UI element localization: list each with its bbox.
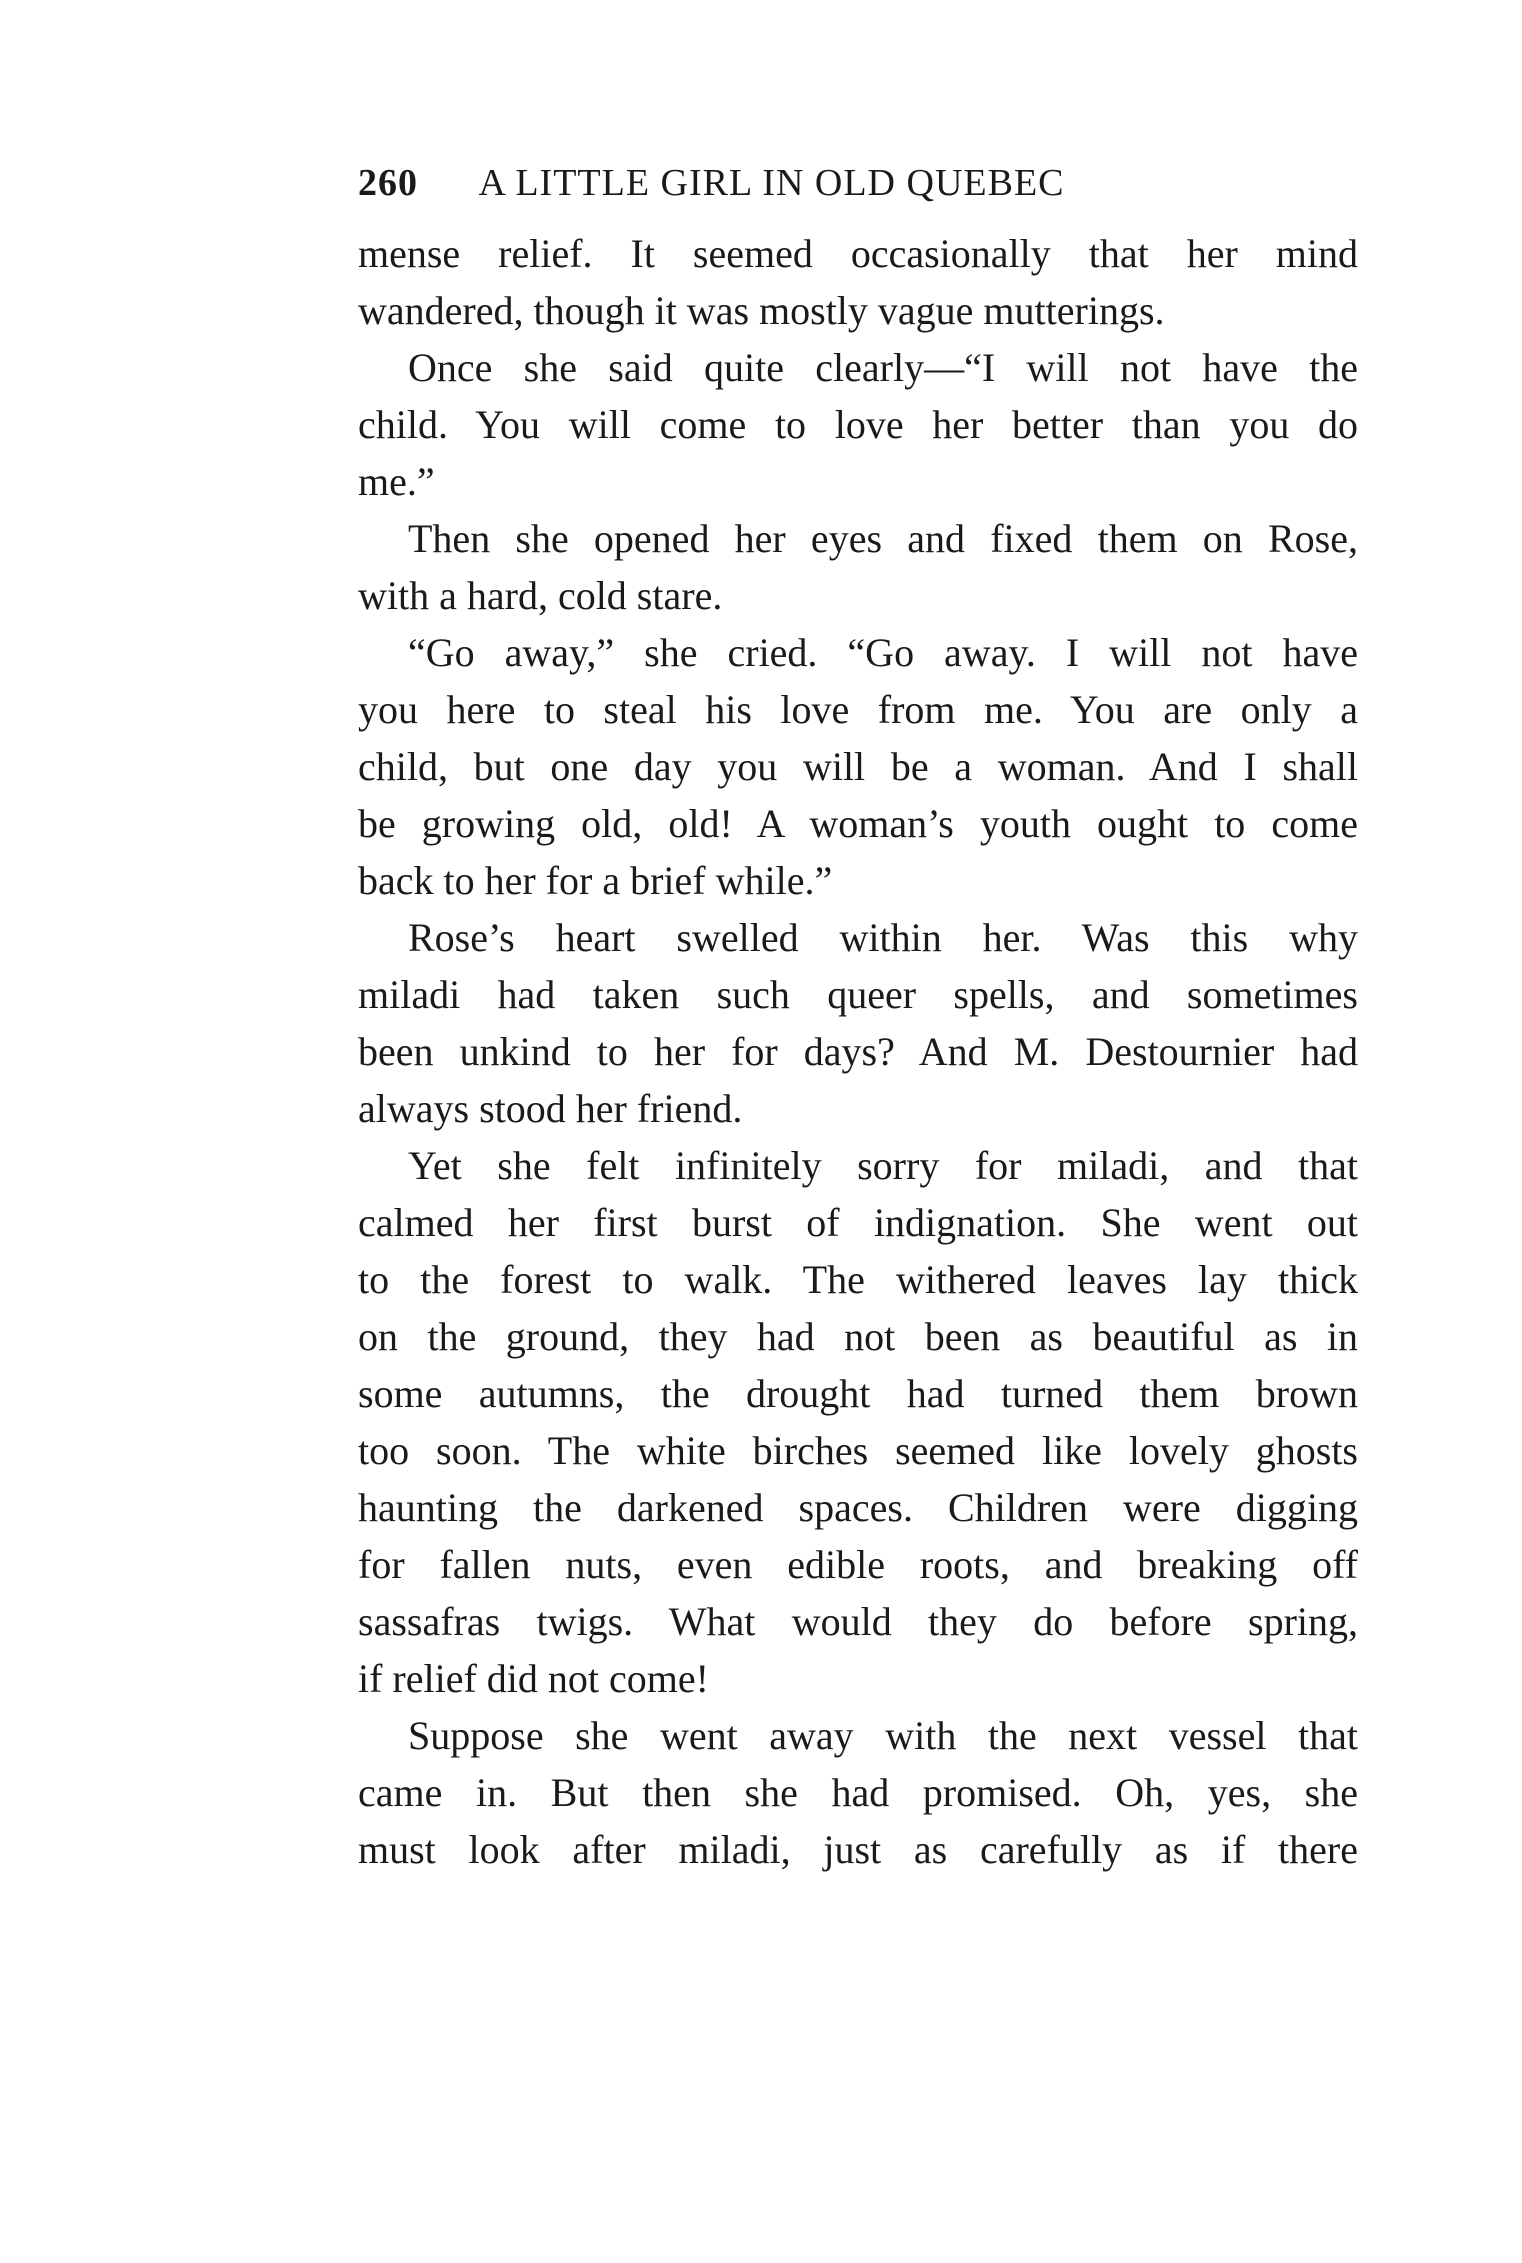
- text-line: came in. But then she had promised. Oh, yes, she: [358, 1770, 1358, 1815]
- text-line: be growing old, old! A woman’s youth ought to come: [358, 801, 1358, 846]
- text-line: me.”: [358, 459, 435, 504]
- text-line: you here to steal his love from me. You are only a: [358, 687, 1358, 732]
- text-line: Suppose she went away with the next vessel that: [408, 1713, 1358, 1758]
- body-text: [358, 225, 1358, 1878]
- text-line: Once she said quite clearly—“I will not have the: [408, 345, 1358, 390]
- text-line: back to her for a brief while.”: [358, 858, 833, 903]
- text-line: with a hard, cold stare.: [358, 573, 723, 618]
- text-line: child. You will come to love her better than you do: [358, 402, 1358, 447]
- text-line: always stood her friend.: [358, 1086, 743, 1131]
- text-line: sassafras twigs. What would they do before spring,: [358, 1599, 1358, 1644]
- text-line: miladi had taken such queer spells, and sometimes: [358, 972, 1358, 1017]
- text-line: if relief did not come!: [358, 1656, 709, 1701]
- text-line: “Go away,” she cried. “Go away. I will not have: [408, 630, 1358, 675]
- text-line: some autumns, the drought had turned them brown: [358, 1371, 1358, 1416]
- text-line: for fallen nuts, even edible roots, and breaking off: [358, 1542, 1358, 1587]
- text-line: to the forest to walk. The withered leaves lay thick: [358, 1257, 1358, 1302]
- text-line: wandered, though it was mostly vague mutterings.: [358, 288, 1165, 333]
- text-line: haunting the darkened spaces. Children were digging: [358, 1485, 1358, 1530]
- text-line: Then she opened her eyes and fixed them on Rose,: [408, 516, 1358, 561]
- running-head: [358, 148, 1358, 218]
- text-line: Yet she felt infinitely sorry for miladi, and that: [408, 1143, 1358, 1188]
- text-line: Rose’s heart swelled within her. Was this why: [408, 915, 1358, 960]
- text-line: mense relief. It seemed occasionally that her mind: [358, 231, 1358, 276]
- text-line: been unkind to her for days? And M. Destournier had: [358, 1029, 1358, 1074]
- text-line: must look after miladi, just as carefully as if there: [358, 1827, 1358, 1872]
- text-line: calmed her first burst of indignation. She went out: [358, 1200, 1358, 1245]
- text-line: too soon. The white birches seemed like lovely ghosts: [358, 1428, 1358, 1473]
- book-title: A LITTLE GIRL IN OLD QUEBEC: [478, 162, 1065, 204]
- page-number: 260: [358, 162, 418, 204]
- text-line: child, but one day you will be a woman. And I shall: [358, 744, 1358, 789]
- text-line: on the ground, they had not been as beautiful as in: [358, 1314, 1358, 1359]
